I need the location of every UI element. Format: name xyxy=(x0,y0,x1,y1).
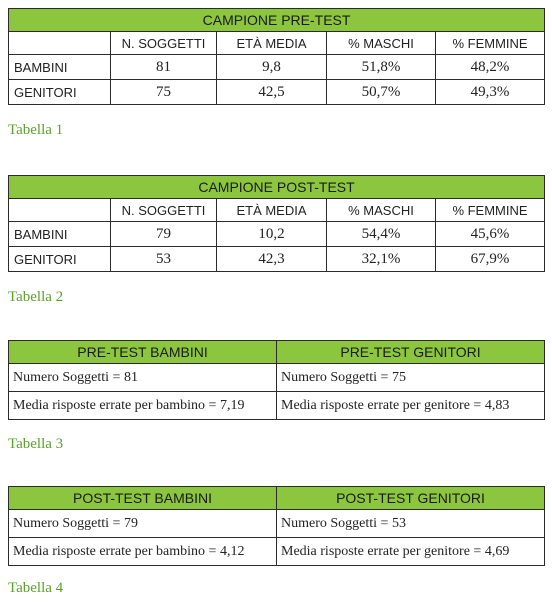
table-title-left: PRE-TEST BAMBINI xyxy=(9,341,277,364)
table-row xyxy=(9,538,545,566)
table-row xyxy=(9,510,545,538)
column-header: N. SOGGETTI xyxy=(111,32,217,55)
table-caption: Tabella 4 xyxy=(8,580,64,596)
table-title: CAMPIONE PRE-TEST xyxy=(9,9,545,32)
table-cell: 49,3% xyxy=(436,80,545,105)
column-header: % FEMMINE xyxy=(436,199,545,222)
table-cell: Numero Soggetti = 75 xyxy=(277,364,545,392)
table-title-right: PRE-TEST GENITORI xyxy=(277,341,545,364)
column-header: ETÀ MEDIA xyxy=(217,32,327,55)
table-cell: 53 xyxy=(111,247,217,272)
table-cell: 9,8 xyxy=(217,55,327,80)
row-label: GENITORI xyxy=(9,80,111,105)
table-cell: Numero Soggetti = 81 xyxy=(9,364,277,392)
table-pre-test-risposte xyxy=(8,340,545,420)
table-title-right: POST-TEST GENITORI xyxy=(277,487,545,510)
table-cell: 48,2% xyxy=(436,55,545,80)
column-header: % MASCHI xyxy=(327,32,436,55)
row-label: GENITORI xyxy=(9,247,111,272)
table-title: CAMPIONE POST-TEST xyxy=(9,176,545,199)
column-header: % MASCHI xyxy=(327,199,436,222)
table-cell: 42,3 xyxy=(217,247,327,272)
table-caption: Tabella 1 xyxy=(8,122,64,138)
table-caption: Tabella 3 xyxy=(8,436,64,452)
row-label: BAMBINI xyxy=(9,222,111,247)
table-cell: Media risposte errate per bambino = 4,12 xyxy=(9,538,277,566)
table-caption: Tabella 2 xyxy=(8,289,64,305)
table-row xyxy=(9,55,545,80)
table-row xyxy=(9,222,545,247)
table-cell: Numero Soggetti = 53 xyxy=(277,510,545,538)
table-cell: Numero Soggetti = 79 xyxy=(9,510,277,538)
column-header xyxy=(9,199,111,222)
table-campione-post-test xyxy=(8,175,545,272)
column-header: N. SOGGETTI xyxy=(111,199,217,222)
table-row xyxy=(9,364,545,392)
table-campione-pre-test xyxy=(8,8,545,105)
table-cell: 75 xyxy=(111,80,217,105)
table-cell: 81 xyxy=(111,55,217,80)
table-row xyxy=(9,80,545,105)
table-cell: 67,9% xyxy=(436,247,545,272)
column-header: % FEMMINE xyxy=(436,32,545,55)
table-cell: 45,6% xyxy=(436,222,545,247)
table-title-left: POST-TEST BAMBINI xyxy=(9,487,277,510)
row-label: BAMBINI xyxy=(9,55,111,80)
table-cell: 54,4% xyxy=(327,222,436,247)
table-cell: Media risposte errate per bambino = 7,19 xyxy=(9,392,277,420)
table-cell: 79 xyxy=(111,222,217,247)
table-cell: 10,2 xyxy=(217,222,327,247)
table-cell: Media risposte errate per genitore = 4,83 xyxy=(277,392,545,420)
column-header: ETÀ MEDIA xyxy=(217,199,327,222)
table-cell: Media risposte errate per genitore = 4,69 xyxy=(277,538,545,566)
column-header xyxy=(9,32,111,55)
table-row xyxy=(9,247,545,272)
table-row xyxy=(9,392,545,420)
table-cell: 50,7% xyxy=(327,80,436,105)
table-post-test-risposte xyxy=(8,486,545,566)
table-cell: 42,5 xyxy=(217,80,327,105)
table-cell: 32,1% xyxy=(327,247,436,272)
table-cell: 51,8% xyxy=(327,55,436,80)
